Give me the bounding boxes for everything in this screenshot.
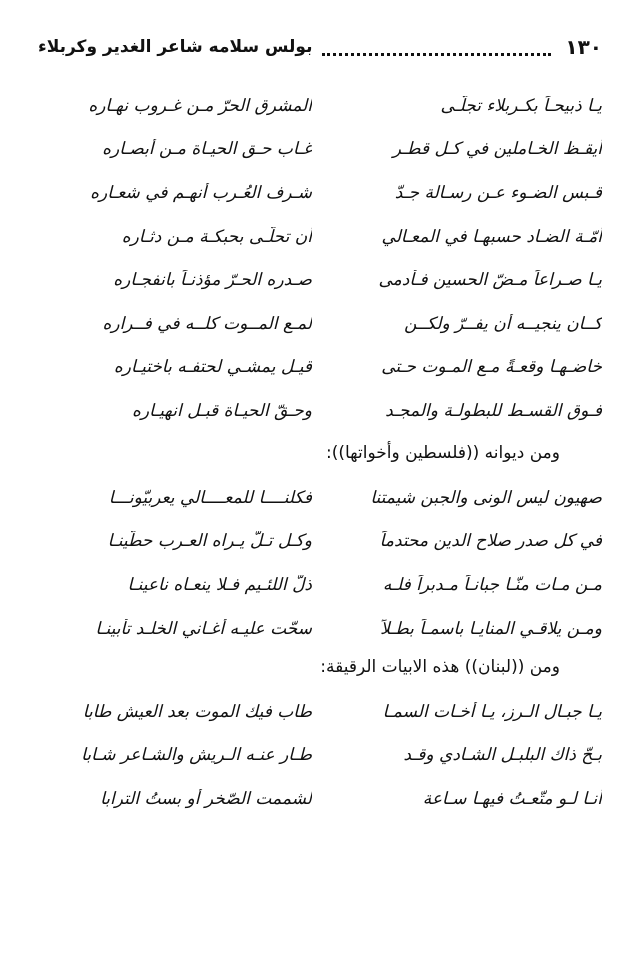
- verse-second-hemistich: أن تحلّـى بحبكـة مـن دثـاره: [121, 226, 312, 247]
- verse-line: [38, 389, 602, 433]
- verse-first-hemistich: في كل صدر صلاح الدين محتدماً: [379, 531, 602, 552]
- verse-line: [38, 302, 602, 346]
- verse-second-hemistich: وكـل تـلّ يـراه العـرب حطّينـا: [107, 531, 312, 552]
- verse-second-hemistich: قيـل يمشـي لحتفـه باختيـاره: [113, 357, 312, 378]
- verse-line: [38, 476, 602, 520]
- verse-first-hemistich: يـا جبـال الـرز، يـا أخـات السمـا: [382, 701, 602, 722]
- verse-second-hemistich: طـار عنـه الـريش والشـاعر شـابا: [81, 745, 312, 766]
- verse-line: [38, 215, 602, 259]
- verse-line: [38, 690, 602, 734]
- verse-second-hemistich: وحـقّ الحيـاة قبـل انهيـاره: [132, 400, 312, 421]
- leader-dots: [322, 49, 551, 56]
- verse-line: [38, 734, 602, 778]
- verse-second-hemistich: طاب فيك الموت بعد العيش طابا: [82, 701, 312, 722]
- verse-first-hemistich: صهيون ليس الونى والجبن شيمتنا: [370, 487, 602, 508]
- verse-line: [38, 258, 602, 302]
- verse-second-hemistich: لشممت الصّخر أو بستُ الترابا: [100, 788, 312, 809]
- poem-block-lebanon: [38, 690, 602, 821]
- verse-first-hemistich: كــان ينجيــه أن يفــرّ ولكــن: [404, 313, 602, 334]
- verse-line: [38, 777, 602, 821]
- verse-second-hemistich: سحّت عليـه أغـاني الخلـد تأبينـا: [95, 618, 312, 639]
- section-intro-palestine: ومن ديوانه ((فلسطين وأخواتها)):: [325, 443, 560, 463]
- verse-first-hemistich: فـوق القسـط للبطولـة والمجـد: [385, 400, 602, 421]
- verse-line: [38, 520, 602, 564]
- poem-block-karbala: [38, 84, 602, 433]
- verse-second-hemistich: ذلّ اللئـيم فـلا ينعـاه ناعينـا: [127, 574, 312, 595]
- verse-first-hemistich: أيقـظ الخـاملين في كـل قطـر: [392, 139, 602, 160]
- verse-line: [38, 346, 602, 390]
- verse-line: [38, 171, 602, 215]
- verse-first-hemistich: بـحّ ذاك البلبـل الشـادي وقـد: [403, 745, 602, 766]
- verse-first-hemistich: ومـن يلاقـي المنايـا باسمـاً بطـلاً: [380, 618, 602, 639]
- verse-first-hemistich: مـن مـات منّـا جبانـاً مـدبراً فلـه: [382, 574, 602, 595]
- page-header: [38, 30, 602, 64]
- poem-block-palestine: [38, 476, 602, 650]
- running-title: بولس سلامه شاعر الغدير وكربلاء: [38, 37, 313, 57]
- verse-first-hemistich: أمّـة الضـاد حسبهـا في المعـالي: [381, 226, 602, 247]
- verse-second-hemistich: فكلنــــا للمعــــالي يعربيّونـــا: [108, 487, 312, 508]
- verse-first-hemistich: يـا صـراعاً مـضّ الحسين فـأدمى: [378, 270, 602, 291]
- verse-second-hemistich: لمـع المــوت كلــه في فــراره: [102, 313, 312, 334]
- page-number: ١٣٠: [565, 35, 602, 59]
- verse-first-hemistich: يـا ذبيحـاً بكـربلاء تجلّـى: [440, 95, 602, 116]
- verse-second-hemistich: غـاب حـق الحيـاة مـن أبصـاره: [102, 139, 312, 160]
- verse-line: [38, 84, 602, 128]
- verse-line: [38, 128, 602, 172]
- section-intro-lebanon: ومن ((لبنان)) هذه الابيات الرقيقة:: [320, 657, 560, 677]
- verse-first-hemistich: قـبس الضـوء عـن رسـالة جـدّ: [394, 182, 602, 203]
- verse-second-hemistich: المشرق الحرّ مـن غـروب نهـاره: [88, 95, 312, 116]
- verse-second-hemistich: صـدره الحـرّ مؤذنـاً بانفجـاره: [113, 270, 312, 291]
- verse-line: [38, 607, 602, 651]
- verse-line: [38, 563, 602, 607]
- verse-second-hemistich: شـرف العُـرب أنهـم في شعـاره: [90, 182, 312, 203]
- verse-first-hemistich: أنـا لـو متّعـتُ فيهـا سـاعة: [422, 788, 602, 809]
- verse-first-hemistich: خاضـهـا وقعـةً مـع المـوت حـتى: [381, 357, 602, 378]
